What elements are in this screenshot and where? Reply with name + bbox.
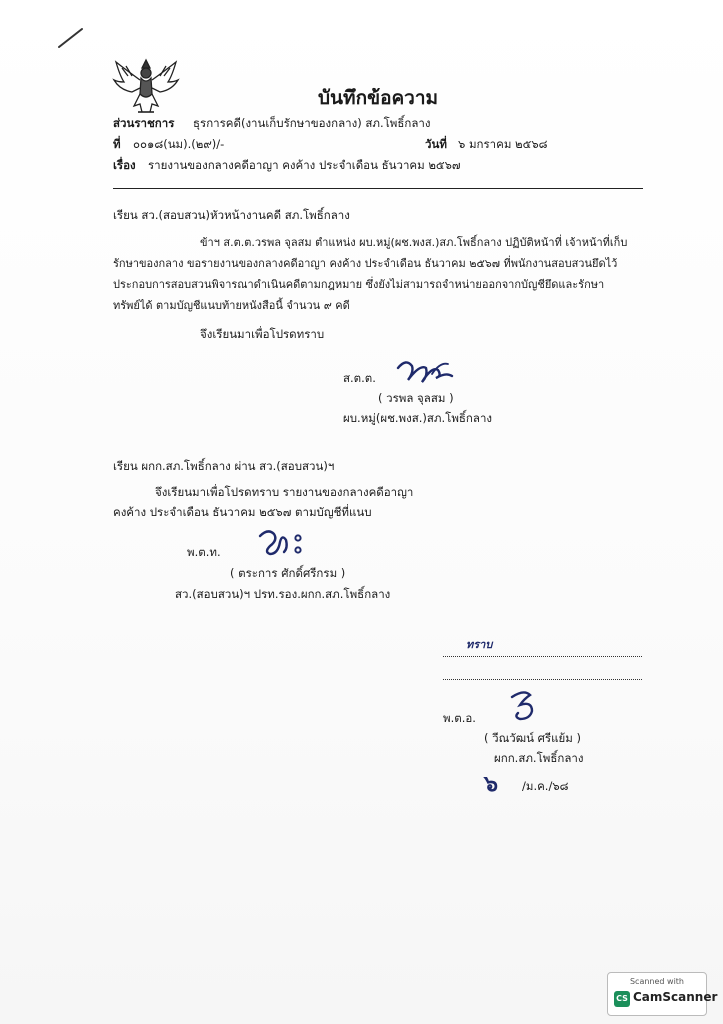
handwritten-note: ทราบ xyxy=(466,638,493,651)
camscanner-watermark xyxy=(607,972,718,1016)
salutation-1: เรียน สว.(สอบสวน)หัวหน้างานคดี สภ.โพธิ์กลาง xyxy=(113,208,350,222)
date-rest: /ม.ค./๖๘ xyxy=(522,779,569,793)
salutation-2: เรียน ผกก.สภ.โพธิ์กลาง ผ่าน สว.(สอบสวน)ฯ xyxy=(113,459,335,473)
note-line-1 xyxy=(443,656,642,657)
camscanner-brand: CamScanner xyxy=(633,990,718,1004)
position-2: สว.(สอบสวน)ฯ ปรท.รอง.ผกก.สภ.โพธิ์กลาง xyxy=(175,587,391,601)
note-line-2 xyxy=(443,679,642,680)
signature-1 xyxy=(392,354,456,388)
agency-label: ส่วนราชการ xyxy=(113,116,175,130)
body-1-line-2: รักษาของกลาง ขอรายงานของกลางคดีอาญา คงค้าง ประจำเดือน ธันวาคม ๒๕๖๗ ที่พนักงานสอบสวนยึดไว้ xyxy=(113,257,618,270)
scanned-with-caption: Scanned with xyxy=(629,977,685,986)
handwritten-day: ๖ xyxy=(484,772,498,797)
position-1: ผบ.หมู่(ผช.พงส.)สภ.โพธิ์กลาง xyxy=(343,411,493,425)
pen-mark xyxy=(56,26,86,50)
ref-value: ๐๐๑๘(นม).(๒๙)/- xyxy=(133,137,225,151)
rank-3: พ.ต.อ. xyxy=(443,711,476,725)
body-2-line-1: จึงเรียนมาเพื่อโปรดทราบ รายงานของกลางคดีอาญา xyxy=(155,485,414,499)
name-2: ( ตระการ ศักดิ์ศรีกรม ) xyxy=(230,566,346,580)
signature-3 xyxy=(504,689,540,725)
header-divider xyxy=(113,188,643,189)
date-label: วันที่ xyxy=(425,137,447,151)
body-1-line-3: ประกอบการสอบสวนพิจารณาดำเนินคดีตามกฎหมาย ซึ่งยังไม่สามารถจำหน่ายออกจากบัญชียึดและรักษา xyxy=(113,278,605,291)
garuda-emblem-icon xyxy=(110,54,182,116)
body-1-line-1: ข้าฯ ส.ต.ต.วรพล จุลสม ตำแหน่ง ผบ.หมู่(ผช.พงส.)สภ.โพธิ์กลาง ปฏิบัติหน้าที่ เจ้าหน้าที่เก็บ xyxy=(200,236,628,249)
signature-2 xyxy=(256,526,316,558)
camscanner-logo-icon: CS xyxy=(614,991,630,1007)
body-1-line-4: ทรัพย์ได้ ตามบัญชีแนบท้ายหนังสือนี้ จำนวน ๙ คดี xyxy=(113,299,350,312)
ref-label: ที่ xyxy=(113,137,121,151)
date-value: ๖ มกราคม ๒๕๖๘ xyxy=(458,137,548,151)
agency-value: ธุรการคดี(งานเก็บรักษาของกลาง) สภ.โพธิ์กลาง xyxy=(193,116,431,130)
subject-label: เรื่อง xyxy=(113,158,136,172)
closing-1: จึงเรียนมาเพื่อโปรดทราบ xyxy=(200,327,325,341)
subject-value: รายงานของกลางคดีอาญา คงค้าง ประจำเดือน ธันวาคม ๒๕๖๗ xyxy=(148,158,461,172)
name-3: ( วีณวัฒน์ ศรีแย้ม ) xyxy=(484,731,581,745)
memo-title: บันทึกข้อความ xyxy=(318,87,439,109)
name-1: ( วรพล จุลสม ) xyxy=(378,391,454,405)
rank-2: พ.ต.ท. xyxy=(187,545,221,559)
body-2-line-2: คงค้าง ประจำเดือน ธันวาคม ๒๕๖๗ ตามบัญชีที่แนบ xyxy=(113,505,372,519)
rank-1: ส.ต.ต. xyxy=(343,371,376,385)
position-3: ผกก.สภ.โพธิ์กลาง xyxy=(494,751,584,765)
